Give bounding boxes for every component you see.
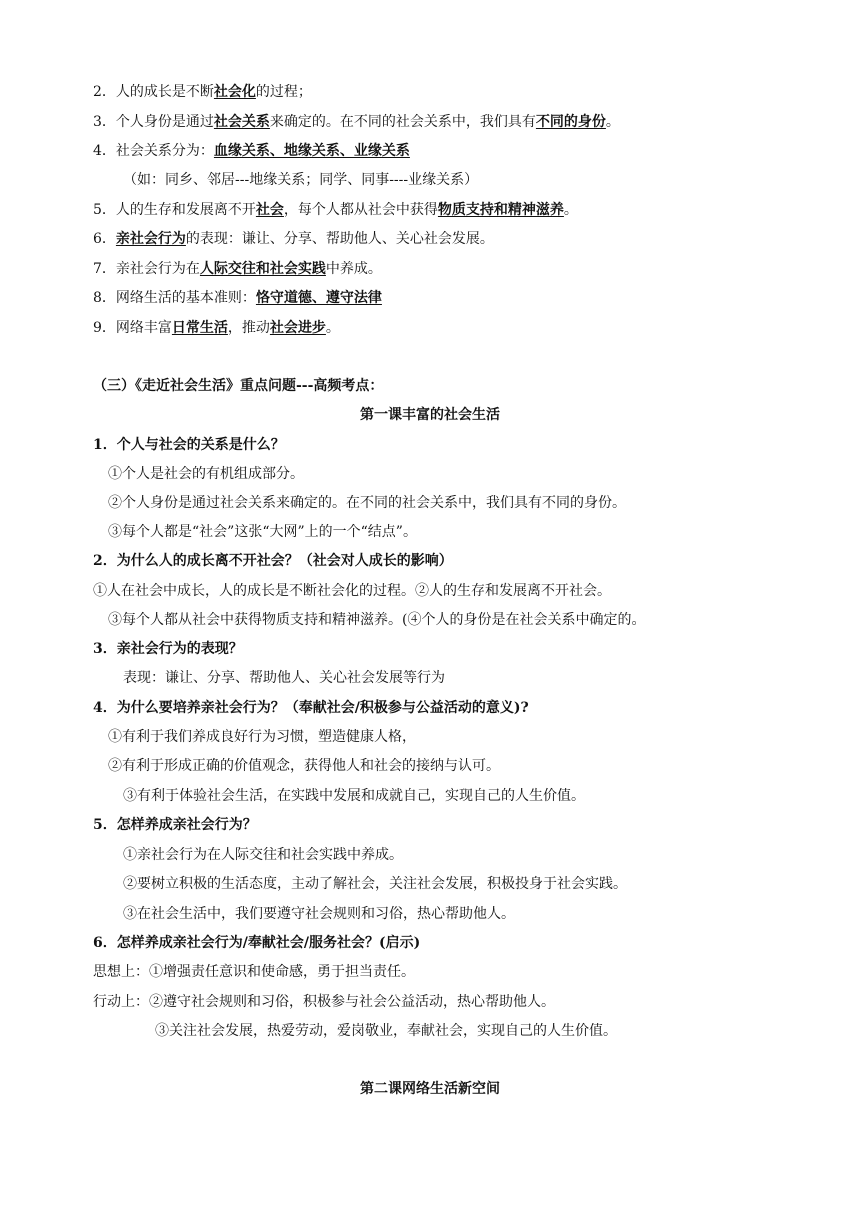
point-6 [93, 229, 494, 249]
point-4 [93, 141, 410, 161]
answer-line: ①亲社会行为在人际交往和社会实践中养成。 [123, 847, 403, 863]
point-text: 来确定的。在不同的社会关系中，我们具有 [269, 114, 536, 130]
question-4-title: 4．为什么要培养亲社会行为？（奉献社会/积极参与公益活动的意义)? [93, 700, 529, 716]
answer-line: ①个人是社会的有机组成部分。 [108, 466, 304, 482]
point-2 [93, 82, 312, 102]
point-5 [93, 200, 578, 220]
answer-line: ③每个人都是“社会”这张“大网”上的一个“结点”。 [108, 524, 417, 540]
point-number: 6． [93, 231, 116, 247]
key-term: 日常生活 [171, 320, 228, 336]
point-text: 亲社会行为在 [115, 261, 200, 277]
lesson-1-title: 第一课丰富的社会生活 [360, 407, 500, 423]
point-text: 网络生活的基本准则： [115, 290, 256, 306]
point-text: 。 [325, 320, 340, 336]
key-term: 社会化 [213, 84, 256, 100]
question-3-title: 3．亲社会行为的表现？ [93, 641, 243, 657]
point-text: 人的成长是不断 [115, 84, 214, 100]
point-8 [93, 288, 382, 308]
answer-line: ③关注社会发展，热爱劳动，爱岗敬业，奉献社会，实现自己的人生价值。 [155, 1023, 617, 1039]
point-text: 中养成。 [325, 261, 382, 277]
answer-line: 表现：谦让、分享、帮助他人、关心社会发展等行为 [123, 670, 445, 686]
point-text: 。 [605, 114, 620, 130]
answer-line: 思想上：①增强责任意识和使命感，勇于担当责任。 [93, 964, 415, 980]
point-7 [93, 259, 382, 279]
answer-line: ①有利于我们养成良好行为习惯，塑造健康人格， [108, 729, 416, 745]
answer-line: ①人在社会中成长，人的成长是不断社会化的过程。②人的生存和发展离不开社会。 [93, 583, 611, 599]
point-text: 个人身份是通过 [115, 114, 214, 130]
question-1-title: 1．个人与社会的关系是什么？ [93, 437, 285, 453]
answer-line: ③每个人都从社会中获得物质支持和精神滋养。(④个人的身份是在社会关系中确定的。 [108, 612, 646, 628]
point-text: 的表现：谦让、分享、帮助他人、关心社会发展。 [185, 231, 494, 247]
point-number: 5． [93, 202, 116, 218]
key-term: 社会进步 [269, 320, 326, 336]
key-term: 社会 [255, 202, 284, 218]
point-number: 2． [93, 84, 116, 100]
point-text: 人的生存和发展离不开 [115, 202, 256, 218]
point-text: 网络丰富 [115, 320, 172, 336]
answer-line: 行动上：②遵守社会规则和习俗，积极参与社会公益活动，热心帮助他人。 [93, 994, 555, 1010]
point-4-note: （如：同乡、邻居---地缘关系；同学、同事----业缘关系） [123, 172, 479, 188]
answer-line: ②有利于形成正确的价值观念，获得他人和社会的接纳与认可。 [108, 758, 500, 774]
point-text: 。 [563, 202, 578, 218]
answer-line: ②要树立积极的生活态度，主动了解社会，关注社会发展，积极投身于社会实践。 [123, 876, 627, 892]
key-term: 人际交往和社会实践 [199, 261, 326, 277]
question-2-title: 2．为什么人的成长离不开社会？（社会对人成长的影响） [93, 553, 453, 569]
key-term: 血缘关系、地缘关系、业缘关系 [213, 143, 410, 159]
key-term: 物质支持和精神滋养 [437, 202, 564, 218]
answer-line: ③有利于体验社会生活，在实践中发展和成就自己，实现自己的人生价值。 [123, 788, 585, 804]
point-text: 社会关系分为： [115, 143, 214, 159]
point-text: ，每个人都从社会中获得 [283, 202, 438, 218]
section-heading: （三）《走近社会生活》重点问题---高频考点： [93, 378, 384, 394]
point-3 [93, 112, 620, 132]
key-term: 不同的身份 [535, 114, 606, 130]
key-term: 恪守道德、遵守法律 [255, 290, 382, 306]
question-5-title: 5．怎样养成亲社会行为？ [93, 817, 257, 833]
key-term: 社会关系 [213, 114, 270, 130]
point-number: 8． [93, 290, 116, 306]
point-number: 4． [93, 143, 116, 159]
point-number: 9． [93, 320, 116, 336]
point-number: 3． [93, 114, 116, 130]
point-text: ，推动 [227, 320, 270, 336]
key-term: 亲社会行为 [115, 231, 186, 247]
lesson-2-title: 第二课网络生活新空间 [360, 1081, 500, 1097]
point-number: 7． [93, 261, 116, 277]
answer-line: ②个人身份是通过社会关系来确定的。在不同的社会关系中，我们具有不同的身份。 [108, 495, 626, 511]
answer-line: ③在社会生活中，我们要遵守社会规则和习俗，热心帮助他人。 [123, 906, 515, 922]
question-6-title: 6．怎样养成亲社会行为/奉献社会/服务社会？(启示) [93, 935, 421, 951]
point-text: 的过程； [255, 84, 312, 100]
point-9 [93, 318, 340, 338]
